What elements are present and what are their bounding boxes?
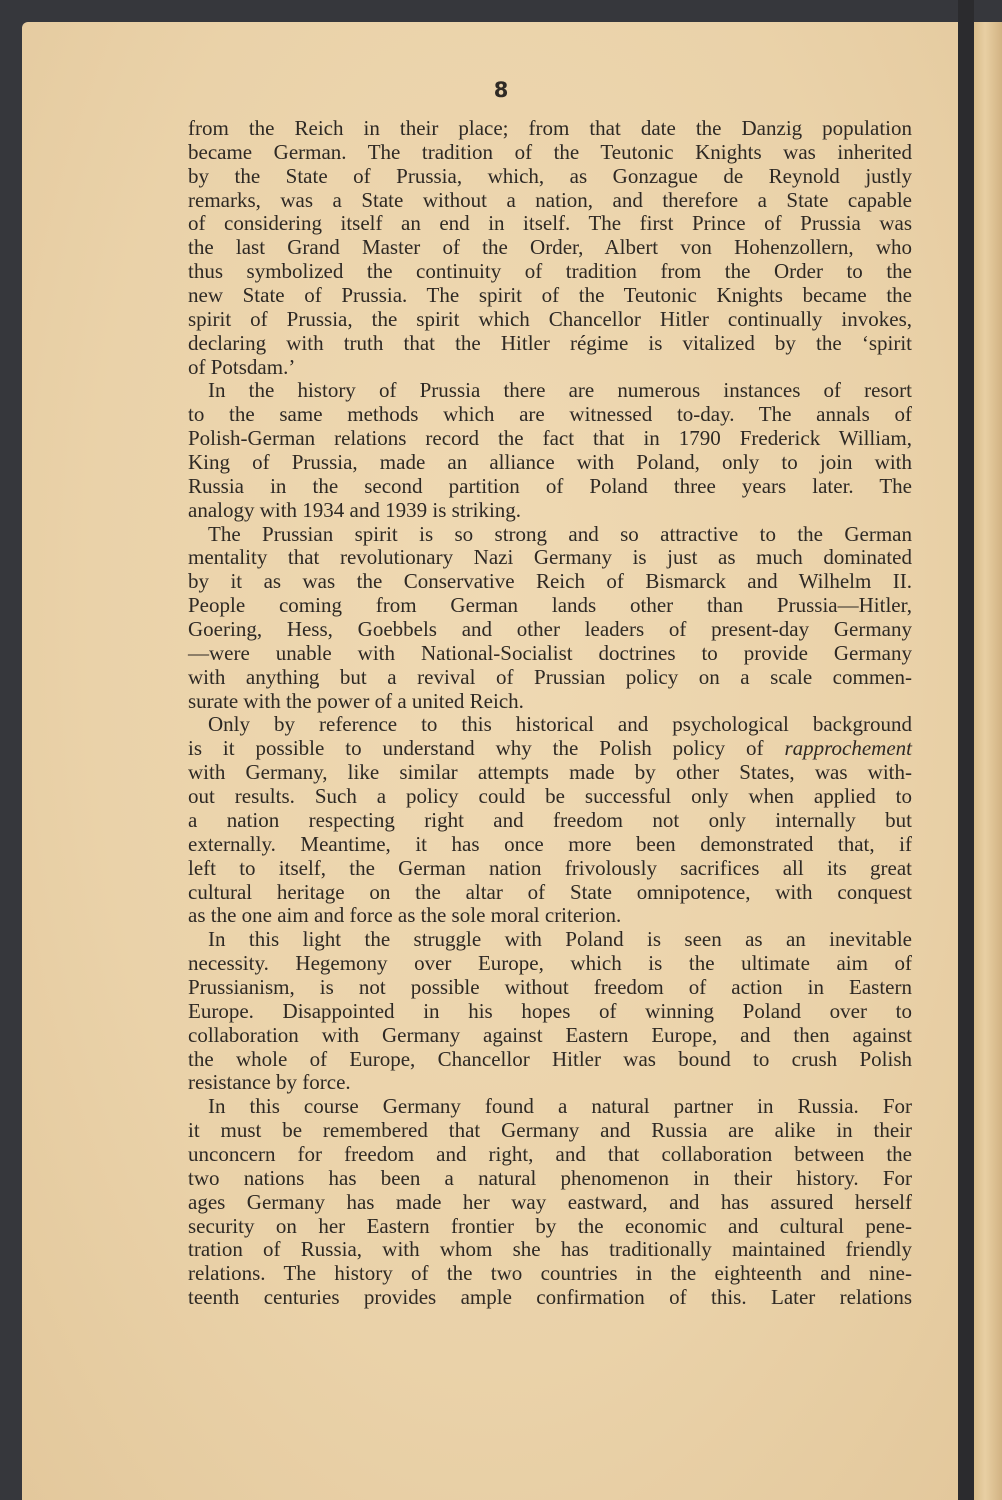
text-segment: out results. Such a policy could be successful only when applied to <box>188 784 912 809</box>
text-line <box>188 833 912 857</box>
text-line <box>188 165 912 189</box>
text-line <box>188 928 912 952</box>
text-segment: spirit of Prussia, the spirit which Chancellor Hitler continually invokes, <box>188 306 912 331</box>
italic-term: rapprochement <box>784 736 912 761</box>
text-line <box>188 690 912 714</box>
text-segment: it must be remembered that Germany and Russia are alike in their <box>188 1118 912 1143</box>
text-line <box>188 523 912 547</box>
text-segment: security on her Eastern frontier by the economic and cultural pene- <box>188 1213 912 1238</box>
text-line <box>188 713 912 737</box>
text-line <box>188 403 912 427</box>
text-line <box>188 1048 912 1072</box>
text-line <box>188 499 912 523</box>
text-segment: the whole of Europe, Chancellor Hitler was bound to crush Polish <box>188 1046 912 1071</box>
text-segment: from the Reich in their place; from that date the Danzig population <box>188 116 912 140</box>
text-line <box>188 451 912 475</box>
text-segment: tration of Russia, with whom she has traditionally maintained friendly <box>188 1237 912 1262</box>
text-segment: to the same methods which are witnessed to-day. The annals of <box>188 402 912 427</box>
text-line <box>188 666 912 690</box>
text-segment: left to itself, the German nation frivolously sacrifices all its great <box>188 855 912 880</box>
text-line <box>188 594 912 618</box>
text-segment: King of Prussia, made an alliance with Poland, only to join with <box>188 450 912 475</box>
text-segment: relations. The history of the two countries in the eighteenth and nine- <box>188 1261 912 1286</box>
text-segment: new State of Prussia. The spirit of the Teutonic Knights became the <box>188 283 912 308</box>
text-line <box>188 1143 912 1167</box>
text-line <box>188 618 912 642</box>
text-segment: collaboration with Germany against Eastern Europe, and then against <box>188 1022 912 1047</box>
text-line <box>188 785 912 809</box>
text-line <box>188 1191 912 1215</box>
text-line <box>188 737 912 761</box>
text-segment: a nation respecting right and freedom not only internally but <box>188 807 912 832</box>
text-segment: by the State of Prussia, which, as Gonzague de Reynold justly <box>188 163 912 188</box>
text-segment: People coming from German lands other than Prussia—Hitler, <box>188 593 912 618</box>
text-line <box>188 379 912 403</box>
text-segment: two nations has been a natural phenomenon in their history. For <box>188 1165 912 1190</box>
text-line <box>188 809 912 833</box>
text-line <box>188 1167 912 1191</box>
text-segment: of considering itself an end in itself. The first Prince of Prussia was <box>188 211 912 236</box>
text-line <box>188 189 912 213</box>
text-line <box>188 857 912 881</box>
page-number: 8 <box>493 78 509 102</box>
text-segment: Russia in the second partition of Poland three years later. The <box>188 473 912 498</box>
text-line <box>188 570 912 594</box>
text-line <box>188 117 912 141</box>
text-line <box>188 308 912 332</box>
text-segment: the last Grand Master of the Order, Albert von Hohenzollern, who <box>188 235 912 260</box>
body-text <box>188 117 912 1310</box>
text-segment: cultural heritage on the altar of State omnipotence, with conquest <box>188 879 912 904</box>
text-line <box>188 332 912 356</box>
text-line <box>188 475 912 499</box>
text-line <box>188 904 912 928</box>
text-line <box>188 212 912 236</box>
text-segment: resistance by force. <box>188 1070 351 1095</box>
text-line <box>188 1238 912 1262</box>
text-line <box>188 427 912 451</box>
text-segment: unconcern for freedom and right, and that collaboration between the <box>188 1141 912 1166</box>
adjacent-page-edge <box>974 22 1002 1500</box>
text-line <box>188 761 912 785</box>
text-segment: In this course Germany found a natural partner in Russia. For <box>208 1094 912 1119</box>
text-line <box>188 1215 912 1239</box>
text-line <box>188 881 912 905</box>
text-line <box>188 642 912 666</box>
text-segment: with Germany, like similar attempts made by other States, was with- <box>188 760 912 785</box>
text-line <box>188 1286 912 1310</box>
text-segment: thus symbolized the continuity of tradition from the Order to the <box>188 259 912 284</box>
text-line <box>188 1119 912 1143</box>
text-segment: as the one aim and force as the sole moral criterion. <box>188 903 622 928</box>
text-segment: mentality that revolutionary Nazi Germany is just as much dominated <box>188 545 912 570</box>
text-segment: Europe. Disappointed in his hopes of winning Poland over to <box>188 998 912 1023</box>
text-segment: became German. The tradition of the Teutonic Knights was inherited <box>188 139 912 164</box>
text-segment: In the history of Prussia there are numerous instances of resort <box>208 378 912 403</box>
text-segment: analogy with 1934 and 1939 is striking. <box>188 497 522 522</box>
text-segment: Only by reference to this historical and psychological background <box>208 712 912 737</box>
text-segment: of Potsdam.’ <box>188 354 296 379</box>
text-segment: by it as was the Conservative Reich of Bismarck and Wilhelm II. <box>188 569 912 594</box>
text-segment: surate with the power of a united Reich. <box>188 688 524 713</box>
text-line <box>188 1071 912 1095</box>
text-line <box>188 141 912 165</box>
book-gutter <box>958 0 974 1500</box>
text-segment: declaring with truth that the Hitler régime is vitalized by the ‘spirit <box>188 330 912 355</box>
text-segment: Polish-German relations record the fact that in 1790 Frederick William, <box>188 426 912 451</box>
text-line <box>188 356 912 380</box>
text-line <box>188 1000 912 1024</box>
text-segment: is it possible to understand why the Polish policy of <box>188 736 785 761</box>
text-segment: externally. Meantime, it has once more been demonstrated that, if <box>188 831 912 856</box>
text-segment: In this light the struggle with Poland is seen as an inevitable <box>208 927 912 952</box>
text-line <box>188 1095 912 1119</box>
text-line <box>188 952 912 976</box>
text-segment: The Prussian spirit is so strong and so attractive to the German <box>208 521 912 546</box>
text-line <box>188 1024 912 1048</box>
text-line <box>188 976 912 1000</box>
text-segment: —were unable with National-Socialist doctrines to provide Germany <box>188 640 912 665</box>
text-line <box>188 546 912 570</box>
text-line <box>188 1262 912 1286</box>
text-segment: teenth centuries provides ample confirmation of this. Later relations <box>188 1285 912 1310</box>
text-segment: with anything but a revival of Prussian policy on a scale commen- <box>188 664 912 689</box>
text-segment: Prussianism, is not possible without freedom of action in Eastern <box>188 974 912 999</box>
text-segment: Goering, Hess, Goebbels and other leaders of present-day Germany <box>188 617 912 642</box>
text-segment: remarks, was a State without a nation, and therefore a State capable <box>188 187 912 212</box>
text-line <box>188 284 912 308</box>
text-line <box>188 260 912 284</box>
text-segment: necessity. Hegemony over Europe, which is the ultimate aim of <box>188 951 912 976</box>
text-line <box>188 236 912 260</box>
text-segment: ages Germany has made her way eastward, and has assured herself <box>188 1189 912 1214</box>
